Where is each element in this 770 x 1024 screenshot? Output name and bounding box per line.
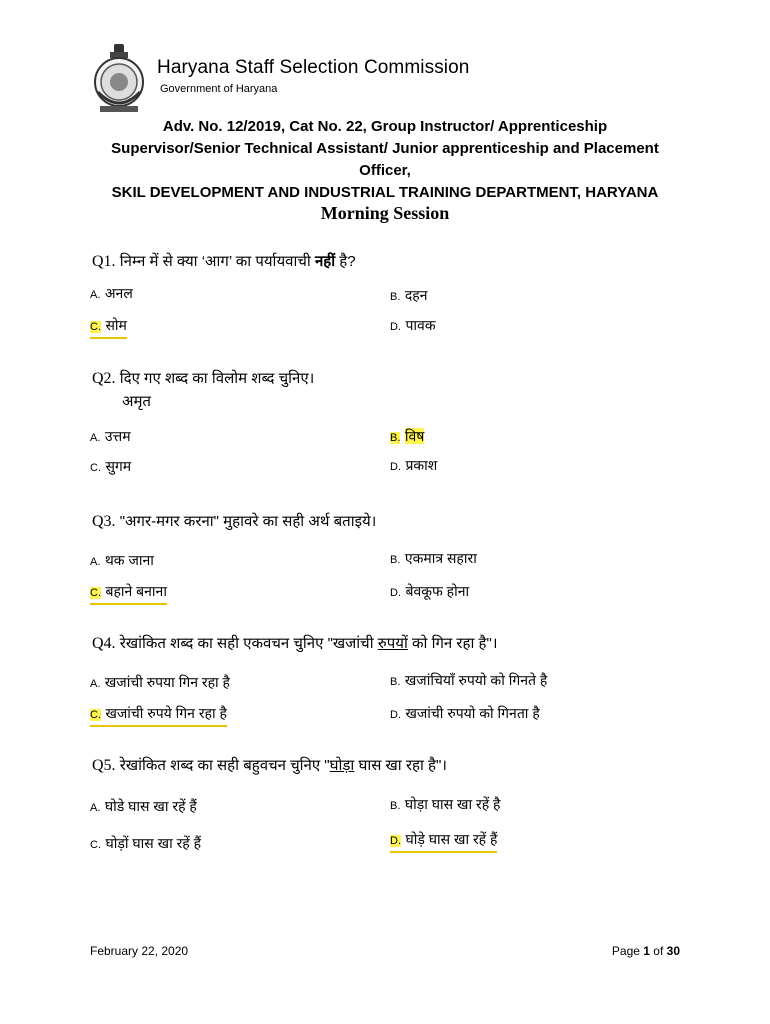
title-line-4: SKIL DEVELOPMENT AND INDUSTRIAL TRAINING DEPARTMENT, HARYANA [111,184,659,201]
question-number: Q5. [92,757,116,774]
title-line-2: Supervisor/Senior Technical Assistant/ Junior apprenticeship and Placement [111,140,659,157]
question-2-word: अमृत [122,393,151,410]
option-a: A. अनल [90,285,133,301]
option-d: D. बेवकूफ होना [390,583,470,599]
option-b-correct: B. विष [390,428,425,444]
footer-date: February 22, 2020 [90,944,189,958]
option-c: C. घोड़ों घास खा रहें हैं [90,835,202,851]
option-b: B. दहन [390,287,428,303]
exam-title [60,116,710,204]
option-b: B. घोड़ा घास खा रहें है [390,796,501,812]
question-text: रेखांकित शब्द का सही एकवचन चुनिए "खजांची [119,635,378,652]
question-text-end: को गिन रहा है"। [407,635,498,652]
question-5 [92,755,447,775]
question-3 [92,511,376,531]
question-2 [92,368,314,388]
session-label: Morning Session [320,203,450,223]
hssc-emblem-logo [90,44,148,116]
underlined-word: रुपयों [377,635,408,652]
option-d: D. पावक [390,317,436,333]
option-d: D. प्रकाश [390,457,438,473]
option-c-correct: C. सोम [90,316,127,339]
question-text-end: घास खा रहा है"। [354,757,447,774]
question-emphasis: नहीं [314,253,336,270]
question-number: Q1. [92,253,116,270]
question-text: "अगर-मगर करना" मुहावरे का सही अर्थ बताइये। [119,513,377,530]
organization-subtitle: Government of Haryana [160,83,278,95]
option-c-correct: C. खजांची रुपये गिन रहा है [90,704,227,727]
question-number: Q4. [92,635,116,652]
underlined-word: घोड़ा [329,757,355,774]
option-d-correct: D. घोड़े घास खा रहें हैं [390,830,497,853]
option-c-correct: C. बहाने बनाना [90,582,167,605]
option-a: A. थक जाना [90,552,154,568]
option-c: C. सुगम [90,458,132,474]
page-number: Page 1 of 30 [611,944,680,958]
question-text: रेखांकित शब्द का सही बहुवचन चुनिए " [119,757,330,774]
title-line-3: Officer, [359,162,411,179]
title-line-1: Adv. No. 12/2019, Cat No. 22, Group Instructor/ Apprenticeship [162,118,608,135]
option-a: A. खजांची रुपया गिन रहा है [90,674,230,690]
organization-name: Haryana Staff Selection Commission [157,57,470,78]
option-a: A. उत्तम [90,428,131,444]
question-number: Q3. [92,513,116,530]
option-b: B. एकमात्र सहारा [390,550,477,566]
option-b: B. खजांचियाँ रुपयो को गिनते है [390,672,548,688]
option-d: D. खजांची रुपयो को गिनता है [390,705,540,721]
question-text: दिए गए शब्द का विलोम शब्द चुनिए। [119,370,315,387]
question-number: Q2. [92,370,116,387]
option-a: A. घोडे घास खा रहें हैं [90,798,197,814]
question-4 [92,633,498,653]
question-text-end: है? [335,253,356,270]
question-text: निम्न में से क्या ‘आग’ का पर्यायवाची [119,253,315,270]
question-1 [92,251,356,271]
